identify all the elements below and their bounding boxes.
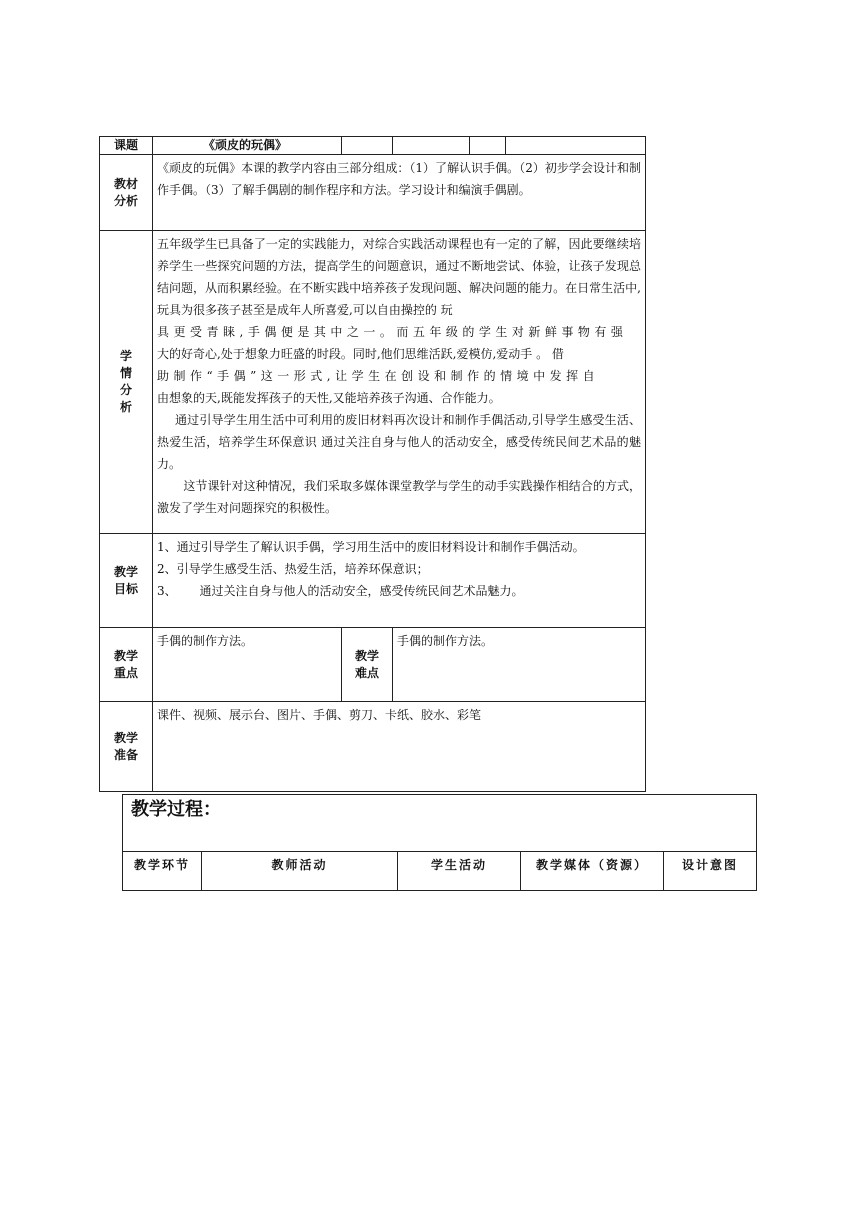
student-analysis-label: 学 情 分 析 bbox=[100, 231, 153, 534]
lesson-plan-table bbox=[99, 136, 646, 792]
column-header-student-activity: 学生活动 bbox=[398, 852, 521, 891]
column-header-teacher-activity: 教师活动 bbox=[202, 852, 398, 891]
column-header-media: 教学媒体（资源） bbox=[521, 852, 664, 891]
empty-cell bbox=[393, 137, 470, 155]
empty-cell bbox=[470, 137, 506, 155]
goal-item: 3、 通过关注自身与他人的活动安全，感受传统民间艺术品魅力。 bbox=[157, 584, 524, 598]
key-points-label: 教学 重点 bbox=[100, 628, 153, 702]
title-row bbox=[100, 137, 646, 155]
goal-item: 2、引导学生感受生活、热爱生活，培养环保意识； bbox=[157, 562, 429, 576]
column-header-design-intent: 设计意图 bbox=[664, 852, 757, 891]
teaching-goals-label: 教学 目标 bbox=[100, 534, 153, 628]
difficulties-text: 手偶的制作方法。 bbox=[393, 628, 646, 702]
material-analysis-text: 《顽皮的玩偶》本课的教学内容由三部分组成：（1）了解认识手偶。（2）初步学会设计和制作手偶。（3）了解手偶剧的制作程序和方法。学习设计和编演手偶剧。 bbox=[153, 155, 646, 231]
preparation-row bbox=[100, 702, 646, 792]
process-title: 教学过程： bbox=[123, 795, 757, 852]
process-title-row bbox=[123, 795, 757, 852]
student-analysis-text: 五年级学生已具备了一定的实践能力，对综合实践活动课程也有一定的了解，因此要继续培养学生一些探究问题的方法，提高学生的问题意识，通过不断地尝试、体验，让孩子发现总结问题，从而积累经验。在不断实践中培养孩子发现问题、解决问题的能力。在日常生活中,玩具为很多孩子甚至是成年人所喜爱,可以自由操控的 玩 具更受青睐,手偶便是其中之一。而五年级的学生对新鲜事物有强 大的好奇心,处于想象力旺盛的时段。同时,他们思维活跃,爱模仿,爱动手 。 借 助制作“手偶”这一形式,让学生在创设和制作的情境中发挥自 由想象的天,既能发挥孩子的天性,又能培养孩子沟通、合作能力。 通过引导学生用生活中可利用的废旧材料再次设计和制作手偶活动,引导学生感受生活、热爱生活，培养学生环保意识 通过关注自身与他人的活动安全，感受传统民间艺术品的魅力。 这节课针对这种情况，我们采取多媒体课堂教学与学生的动手实践操作相结合的方式，激发了学生对问题探究的积极性。 bbox=[153, 231, 646, 534]
teaching-process-table bbox=[122, 794, 757, 891]
material-analysis-row bbox=[100, 155, 646, 231]
material-analysis-label: 教材 分析 bbox=[100, 155, 153, 231]
difficulties-label: 教学 难点 bbox=[342, 628, 393, 702]
goal-item: 1、通过引导学生了解认识手偶，学习用生活中的废旧材料设计和制作手偶活动。 bbox=[157, 540, 585, 554]
title-label: 课题 bbox=[100, 137, 153, 155]
column-header-stage: 教学环节 bbox=[123, 852, 202, 891]
student-analysis-row bbox=[100, 231, 646, 534]
preparation-label: 教学 准备 bbox=[100, 702, 153, 792]
empty-cell bbox=[342, 137, 393, 155]
process-header-row bbox=[123, 852, 757, 891]
teaching-goals-row bbox=[100, 534, 646, 628]
teaching-goals-text bbox=[153, 534, 646, 628]
title-value: 《顽皮的玩偶》 bbox=[153, 137, 342, 155]
key-points-text: 手偶的制作方法。 bbox=[153, 628, 342, 702]
empty-cell bbox=[506, 137, 646, 155]
key-points-row bbox=[100, 628, 646, 702]
preparation-text: 课件、视频、展示台、图片、手偶、剪刀、卡纸、胶水、彩笔 bbox=[153, 702, 646, 792]
